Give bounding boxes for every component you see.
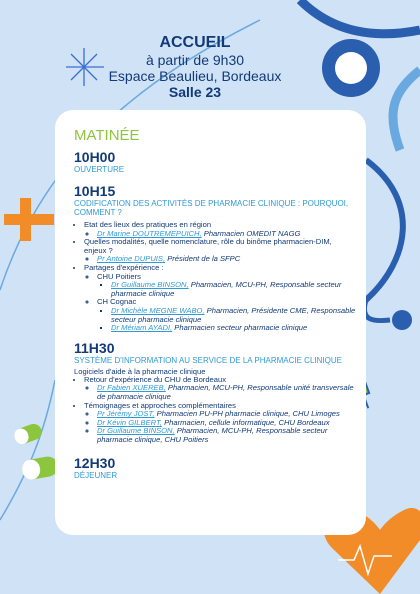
speaker-role: Pharmacien, MCU-PH, Responsable secteur pharmacie clinique, CHU Poitiers — [97, 426, 328, 444]
list-item: • Quelles modalités, quelle nomenclature, rôle du binôme pharmacien-DIM, enjeux ? ◦ Pr Antoine DUPUIS, Président de la SFPC — [84, 238, 356, 264]
header-title: ACCUEIL — [159, 34, 231, 51]
speaker-item — [97, 427, 356, 444]
session-information-system — [74, 341, 356, 445]
pill-icon — [12, 422, 59, 481]
speaker-item — [97, 384, 356, 401]
session-label: DÉJEUNER — [74, 471, 118, 481]
session-time: 12H30 — [74, 455, 116, 472]
list-item: • Etat des lieux des pratiques en région ◦ Dr Marine DOUTREMEPUICH, Pharmacien OMEDIT NAGG — [84, 221, 356, 238]
header-time: à partir de 9h30 — [145, 52, 245, 68]
header — [0, 34, 420, 100]
session-time: 10H15 — [74, 183, 116, 199]
list-item: • Témoignages et approches complémentaires ◦ Pr Jérémy JOST, Pharmacien PU-PH pharmacie clinique, CHU Limoges ◦ Dr Kévin GILBERT, Pharmacien, cellule informatique, CHU Bordeaux ◦ Dr Guillaume BINSON, Pharmacien, MCU-PH, Responsable secteur pharmacie clinique, CHU Poitiers — [84, 402, 356, 445]
header-venue: Espace Beaulieu, Bordeaux — [108, 68, 282, 84]
session-intro: Logiciels d'aide à la pharmacie clinique — [74, 366, 206, 376]
header-room: Salle 23 — [168, 84, 222, 100]
medical-cross-icon — [4, 198, 54, 241]
speaker-name: Dr Fabien XUEREB, — [97, 383, 166, 393]
session-label: OUVERTURE — [74, 165, 125, 174]
speaker-name: Dr Michèle MEGNE WABO, — [111, 305, 205, 315]
speaker-name: Pr Jérémy JOST, — [97, 409, 155, 419]
program-card — [55, 110, 366, 535]
speaker-name: Dr Mériam AYADI, — [111, 323, 173, 333]
session-time: 10H00 — [74, 149, 116, 165]
speaker-name: Dr Marine DOUTREMEPUICH, — [97, 228, 202, 238]
speaker-role: Président de la SFPC — [165, 254, 241, 264]
session-list — [74, 221, 356, 333]
speaker-role: Pharmacien, MCU-PH, Responsable secteur pharmacie clinique — [111, 280, 342, 298]
list-item: ◦ CH Cognac ▪ Dr Michèle MEGNE WABO, Pharmacien, Présidente CME, Responsable secteur pharmacie clinique ▪ Dr Mériam AYADI, Pharmacien secteur pharmacie clinique — [97, 298, 356, 332]
session-label: SYSTÈME D'INFORMATION AU SERVICE DE LA PHARMACIE CLINIQUE — [74, 355, 342, 365]
speaker-name: Dr Guillaume BINSON, — [111, 280, 189, 290]
speaker-name: Pr Antoine DUPUIS, — [97, 254, 166, 264]
speaker-role: Pharmacien, Présidente CME, Responsable secteur pharmacie clinique — [111, 305, 356, 324]
list-item: • Retour d'expérience du CHU de Bordeaux ◦ Dr Fabien XUEREB, Pharmacien, MCU-PH, Responsable unité transversale de pharmacie clinique — [84, 376, 356, 402]
decorative-curve-bottom — [0, 380, 55, 520]
speaker-role: Pharmacien, cellule informatique, CHU Bordeaux — [162, 417, 330, 427]
speaker-role: Pharmacien, MCU-PH, Responsable unité transversale de pharmacie clinique — [97, 383, 354, 401]
list-item: ◦ CHU Poitiers ▪ Dr Guillaume BINSON, Pharmacien, MCU-PH, Responsable secteur pharmacie clinique — [97, 273, 356, 299]
speaker-role: Pharmacien PU-PH pharmacie clinique, CHU Limoges — [154, 409, 340, 419]
speaker-role: Pharmacien OMEDIT NAGG — [201, 228, 301, 238]
speaker-item — [111, 281, 356, 298]
session-opening — [74, 150, 356, 174]
speaker-name: Dr Guillaume BINSON, — [97, 426, 175, 436]
speaker-role: Pharmacien secteur pharmacie clinique — [172, 323, 308, 333]
session-time: 11H30 — [74, 339, 115, 356]
speaker-item — [111, 307, 356, 324]
speaker-item — [111, 324, 356, 333]
speaker-name: Dr Kévin GILBERT, — [97, 417, 162, 427]
session-lunch — [74, 456, 356, 480]
section-title: MATINÉE — [74, 127, 140, 144]
list-item: • Partages d'expérience : ◦ CHU Poitiers ▪ Dr Guillaume BINSON, Pharmacien, MCU-PH, Responsable secteur pharmacie clinique ◦ CH Cognac ▪ Dr Michèle MEGNE WABO, Pharmacien, Présidente CME, Responsable secteur pharmacie clinique ▪ Dr Mériam AYADI, Pharmacien secteur pharmacie clinique — [84, 264, 356, 333]
session-label: CODIFICATION DES ACTIVITÉS DE PHARMACIE CLINIQUE : POURQUOI, COMMENT ? — [74, 199, 349, 217]
session-list — [74, 376, 356, 445]
session-codification — [74, 184, 356, 333]
